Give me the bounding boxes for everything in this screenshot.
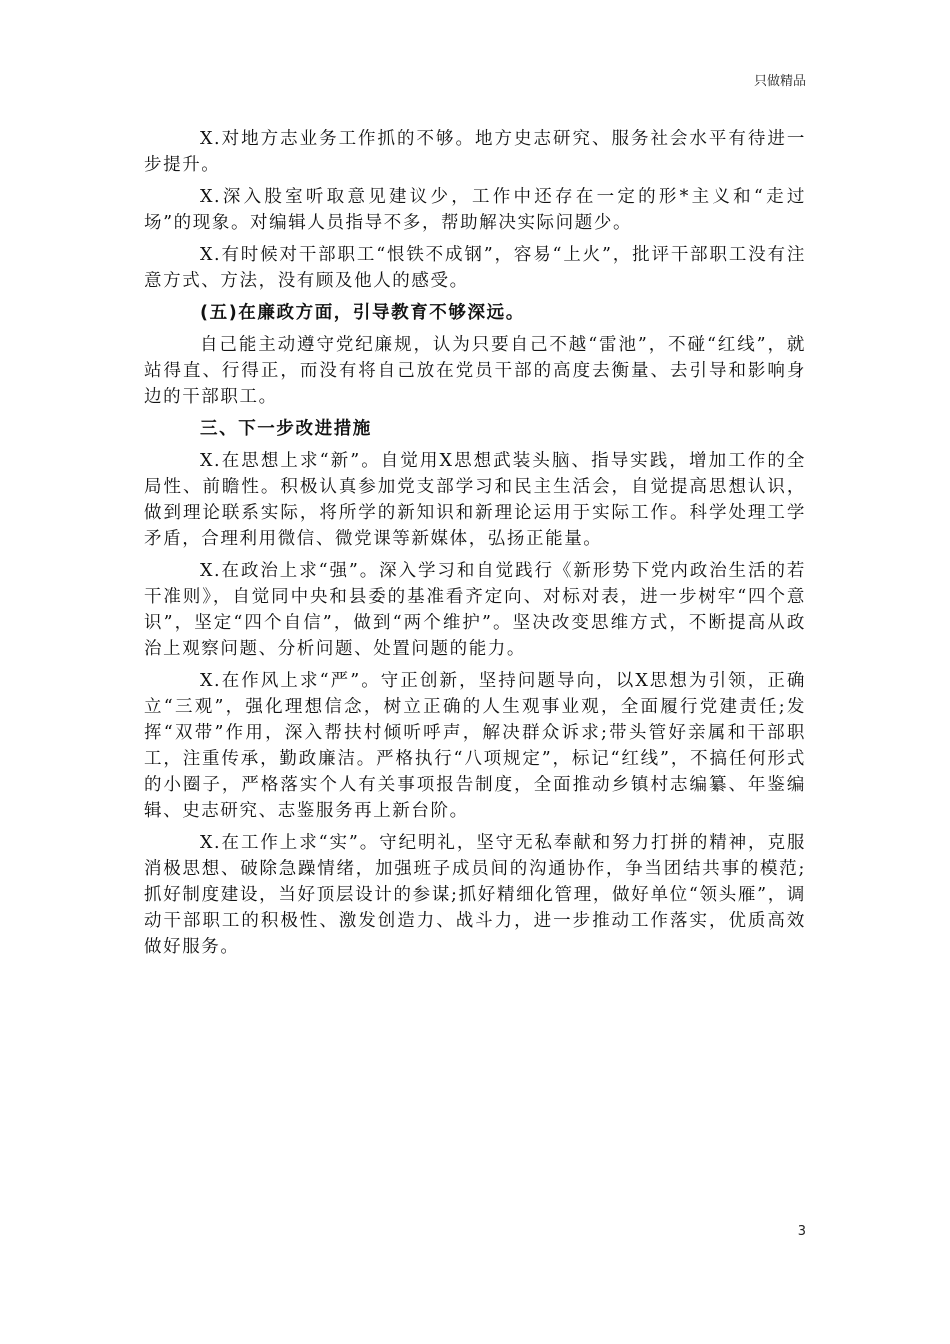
page-number: 3 — [797, 1224, 806, 1239]
section-heading-next-steps: 三、下一步改进措施 — [200, 419, 372, 439]
paragraph-5: X.在思想上求“新”。自觉用X思想武装头脑、指导实践，增加工作的全局性、前瞻性。积极认真参加党支部学习和民主生活会，自觉提高思想认识，做到理论联系实际，将所学的新知识和新理论运用于实际工作。科学处理工学矛盾，合理利用微信、微党课等新媒体，弘扬正能量。 — [144, 451, 806, 549]
document-body — [144, 126, 806, 966]
paragraph-6: X.在政治上求“强”。深入学习和自觉践行《新形势下党内政治生活的若干准则》，自觉同中央和县委的基准看齐定向、对标对表，进一步树牢“四个意识”，坚定“四个自信”，做到“两个维护”。坚决改变思维方式，不断提高从政治上观察问题、分析问题、处置问题的能力。 — [144, 561, 806, 659]
paragraph-8: X.在工作上求“实”。守纪明礼，坚守无私奉献和努力打拼的精神，克服消极思想、破除急躁情绪，加强班子成员间的沟通协作，争当团结共事的模范;抓好制度建设，当好顶层设计的参谋;抓好精细化管理，做好单位“领头雁”，调动干部职工的积极性、激发创造力、战斗力，进一步推动工作落实，优质高效做好服务。 — [144, 833, 806, 957]
paragraph-1: X.对地方志业务工作抓的不够。地方史志研究、服务社会水平有待进一步提升。 — [144, 129, 806, 175]
paragraph-7: X.在作风上求“严”。守正创新，坚持问题导向，以X思想为引领，正确立“三观”，强化理想信念，树立正确的人生观事业观，全面履行党建责任;发挥“双带”作用，深入帮扶村倾听呼声，解决群众诉求;带头管好亲属和干部职工，注重传承，勤政廉洁。严格执行“八项规定”，标记“红线”，不搞任何形式的小圈子，严格落实个人有关事项报告制度，全面推动乡镇村志编纂、年鉴编辑、史志研究、志鉴服务再上新台阶。 — [144, 671, 806, 821]
paragraph-4: 自己能主动遵守党纪廉规，认为只要自己不越“雷池”，不碰“红线”，就站得直、行得正，而没有将自己放在党员干部的高度去衡量、去引导和影响身边的干部职工。 — [144, 335, 806, 407]
paragraph-2: X.深入股室听取意见建议少，工作中还存在一定的形*主义和“走过场”的现象。对编辑人员指导不多，帮助解决实际问题少。 — [144, 187, 806, 233]
section-heading-integrity: (五)在廉政方面，引导教育不够深远。 — [200, 303, 525, 323]
paragraph-3: X.有时候对干部职工“恨铁不成钢”，容易“上火”，批评干部职工没有注意方式、方法，没有顾及他人的感受。 — [144, 245, 806, 291]
header-note: 只做精品 — [753, 74, 806, 89]
